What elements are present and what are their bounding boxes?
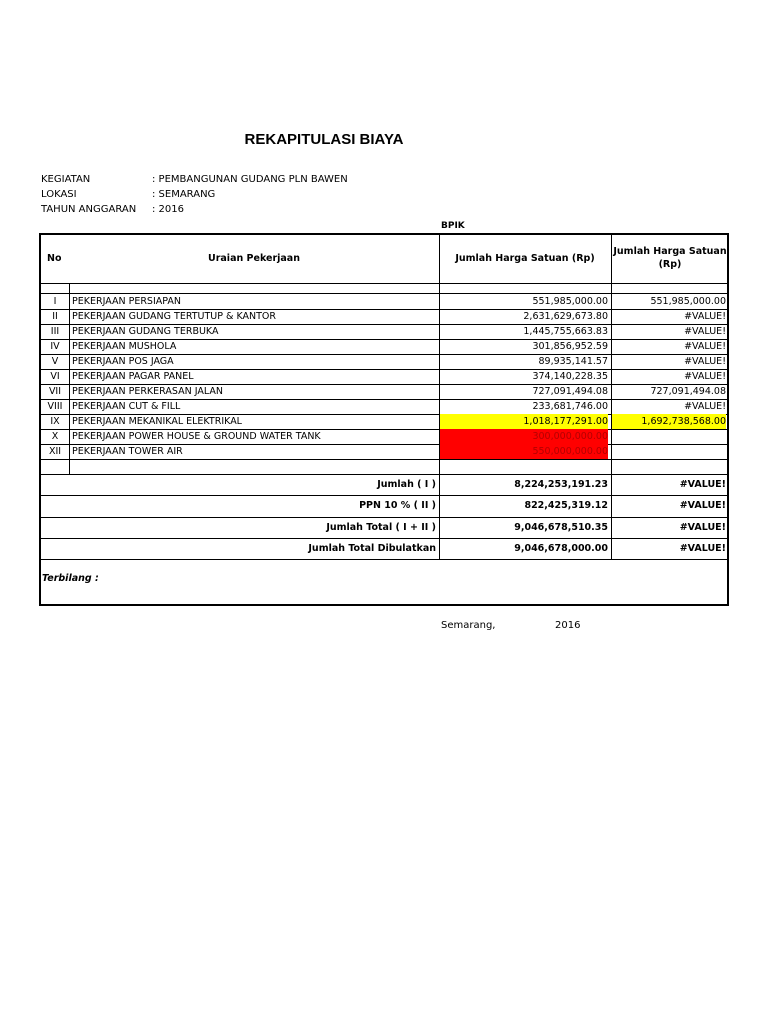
header-jumlah-2-line1: Jumlah Harga Satuan: [613, 246, 727, 257]
row-amount-1: 233,681,746.00: [532, 401, 608, 412]
row-amount-1: 2,631,629,673.80: [523, 311, 608, 322]
summary-amount-1: 9,046,678,000.00: [514, 543, 608, 554]
row-description: PEKERJAAN CUT & FILL: [72, 401, 181, 412]
row-amount-1: 374,140,228.35: [532, 371, 608, 382]
header-jumlah-2: [611, 245, 729, 271]
col-divider: [69, 283, 70, 474]
summary-label: Jumlah Total Dibulatkan: [308, 543, 436, 554]
row-divider: [41, 459, 727, 460]
header-jumlah-1: Jumlah Harga Satuan (Rp): [455, 253, 595, 264]
document-title: REKAPITULASI BIAYA: [244, 131, 404, 148]
summary-amount-1: 8,224,253,191.23: [514, 479, 608, 490]
row-amount-2: 551,985,000.00: [650, 296, 726, 307]
row-amount-2: 727,091,494.08: [650, 386, 726, 397]
row-amount-1: 300,000,000.00: [440, 429, 608, 444]
row-amount-2: #VALUE!: [684, 311, 726, 322]
row-amount-1: 89,935,141.57: [538, 356, 608, 367]
summary-amount-2: #VALUE!: [679, 500, 726, 511]
footer-place: Semarang,: [441, 620, 496, 631]
row-description: PEKERJAAN POWER HOUSE & GROUND WATER TANK: [72, 431, 321, 442]
terbilang-label: Terbilang :: [42, 573, 99, 584]
row-number: I: [53, 296, 57, 307]
row-amount-1: 551,985,000.00: [532, 296, 608, 307]
row-amount-1: 1,445,755,663.83: [523, 326, 608, 337]
row-description: PEKERJAAN GUDANG TERBUKA: [72, 326, 219, 337]
summary-amount-2: #VALUE!: [679, 522, 726, 533]
row-divider: [41, 474, 727, 475]
meta-value: : PEMBANGUNAN GUDANG PLN BAWEN: [152, 174, 348, 185]
footer-year: 2016: [555, 620, 581, 631]
row-amount-1: 550,000,000.00: [440, 444, 608, 459]
row-amount-2: #VALUE!: [684, 356, 726, 367]
row-description: PEKERJAAN MUSHOLA: [72, 341, 177, 352]
header-no: No: [47, 253, 62, 264]
row-amount-2: [612, 444, 726, 459]
header-jumlah-2-line2: (Rp): [658, 259, 682, 270]
summary-amount-1: 822,425,319.12: [524, 500, 608, 511]
row-number: VIII: [47, 401, 63, 412]
meta-value: : SEMARANG: [152, 189, 216, 200]
row-amount-1: 1,018,177,291.00: [440, 414, 608, 429]
meta-label: LOKASI: [41, 189, 77, 200]
row-number: IV: [50, 341, 60, 352]
summary-amount-1: 9,046,678,510.35: [514, 522, 608, 533]
row-number: III: [50, 326, 60, 337]
row-description: PEKERJAAN TOWER AIR: [72, 446, 183, 457]
row-number: XII: [48, 446, 62, 457]
row-number: IX: [50, 416, 60, 427]
row-amount-1: 301,856,952.59: [532, 341, 608, 352]
summary-divider: [41, 517, 727, 518]
row-amount-2: 1,692,738,568.00: [612, 414, 726, 429]
header-uraian: Uraian Pekerjaan: [208, 253, 300, 264]
summary-divider: [41, 559, 727, 560]
row-description: PEKERJAAN GUDANG TERTUTUP & KANTOR: [72, 311, 276, 322]
summary-label: PPN 10 % ( II ): [359, 500, 436, 511]
summary-amount-2: #VALUE!: [679, 543, 726, 554]
summary-amount-2: #VALUE!: [679, 479, 726, 490]
row-amount-2: #VALUE!: [684, 341, 726, 352]
summary-label: Jumlah ( I ): [377, 479, 436, 490]
row-number: II: [52, 311, 58, 322]
row-description: PEKERJAAN POS JAGA: [72, 356, 174, 367]
meta-label: TAHUN ANGGARAN: [41, 204, 137, 215]
row-number: VI: [50, 371, 60, 382]
row-amount-1: 727,091,494.08: [532, 386, 608, 397]
row-description: PEKERJAAN PERKERASAN JALAN: [72, 386, 223, 397]
cost-summary-table: [39, 233, 729, 606]
summary-divider: [41, 538, 727, 539]
meta-label: KEGIATAN: [41, 174, 91, 185]
row-description: PEKERJAAN PAGAR PANEL: [72, 371, 194, 382]
row-amount-2: #VALUE!: [684, 401, 726, 412]
row-amount-2: #VALUE!: [684, 326, 726, 337]
row-number: X: [51, 431, 59, 442]
row-description: PEKERJAAN PERSIAPAN: [72, 296, 181, 307]
summary-divider: [41, 495, 727, 496]
header-divider: [41, 283, 727, 284]
summary-label: Jumlah Total ( I + II ): [326, 522, 436, 533]
row-amount-2: [612, 429, 726, 444]
row-number: V: [51, 356, 59, 367]
row-amount-2: #VALUE!: [684, 371, 726, 382]
row-number: VII: [48, 386, 62, 397]
bpik-label: BPIK: [441, 221, 465, 231]
meta-value: : 2016: [152, 204, 184, 215]
row-description: PEKERJAAN MEKANIKAL ELEKTRIKAL: [72, 416, 242, 427]
